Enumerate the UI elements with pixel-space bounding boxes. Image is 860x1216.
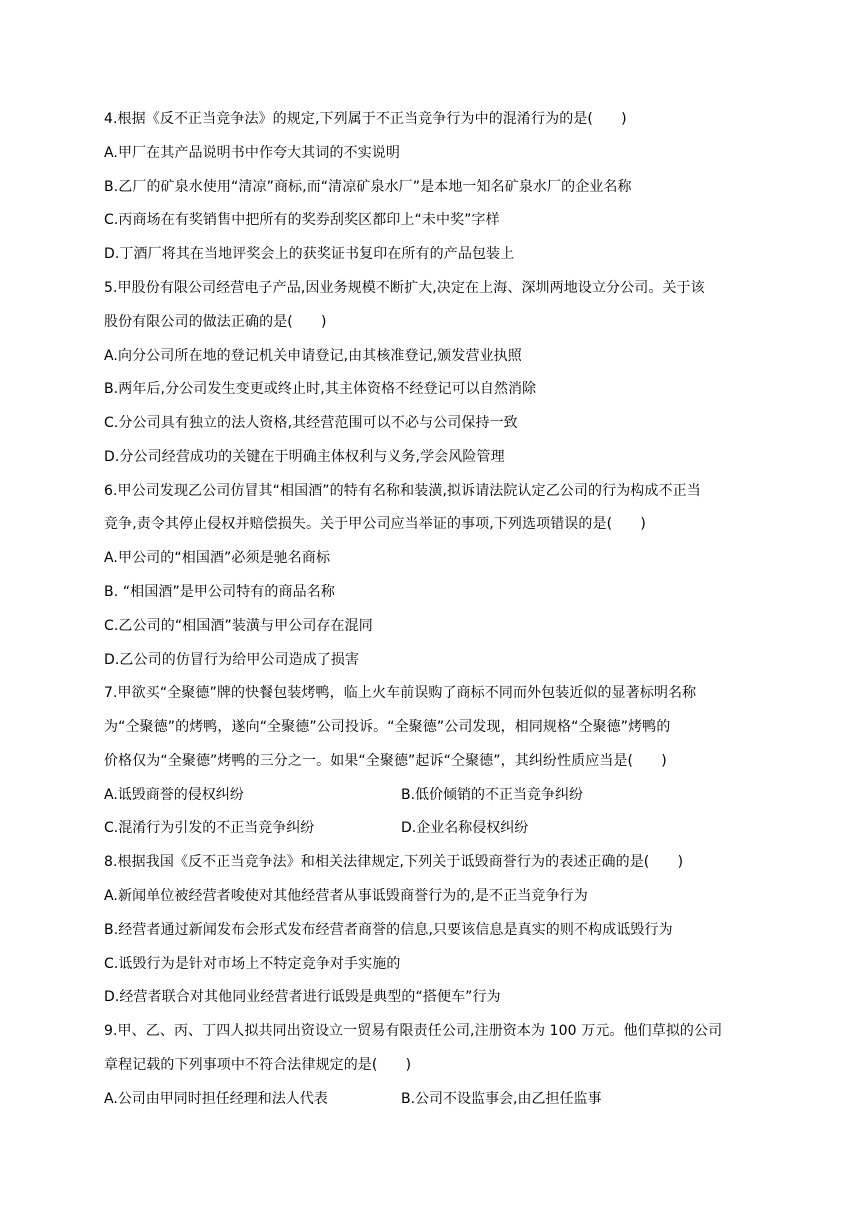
question-9-option-b: B.公司不设监事会,由乙担任监事: [401, 1091, 602, 1107]
question-6-option-d: D.乙公司的仿冒行为给甲公司造成了损害: [104, 652, 360, 668]
question-6-option-c: C.乙公司的“相国酒”装潢与甲公司存在混同: [104, 618, 373, 634]
question-7-option-b: B.低价倾销的不正当竞争纠纷: [401, 787, 584, 803]
question-7-option-d: D.企业名称侵权纠纷: [401, 820, 529, 836]
question-4-option-a: A.甲厂在其产品说明书中作夸大其词的不实说明: [104, 145, 400, 161]
question-9-stem-line-1: 9.甲、乙、丙、丁四人拟共同出资设立一贸易有限责任公司,注册资本为 100 万元。他们草拟的公司: [104, 1023, 723, 1039]
question-8-option-d: D.经营者联合对其他同业经营者进行诋毁是典型的“搭便车”行为: [104, 989, 501, 1005]
question-7-stem-line-3: 价格仅为“全聚德”烤鸭的三分之一。如果“全聚德”起诉“仝聚德”，其纠纷性质应当是( ): [104, 753, 667, 769]
question-9-option-a: A.公司由甲同时担任经理和法人代表: [104, 1091, 328, 1107]
question-7-options-row-1: [104, 785, 784, 805]
question-6-option-a: A.甲公司的“相国酒”必须是驰名商标: [104, 550, 331, 566]
question-7-stem-line-1: 7.甲欲买“全聚德”牌的快餐包装烤鸭，临上火车前误购了商标不同而外包装近似的显著标明名称: [104, 685, 697, 701]
question-5-option-a: A.向分公司所在地的登记机关申请登记,由其核准登记,颁发营业执照: [104, 348, 522, 364]
question-7-option-a: A.诋毁商誉的侵权纠纷: [104, 787, 244, 803]
question-7-stem-line-2: 为“仝聚德”的烤鸭，遂向“全聚德”公司投诉。“全聚德”公司发现，相同规格“仝聚德”烤鸭的: [104, 719, 671, 735]
question-8-option-c: C.诋毁行为是针对市场上不特定竞争对手实施的: [104, 956, 401, 972]
question-7-option-c: C.混淆行为引发的不正当竞争纠纷: [104, 820, 315, 836]
question-5-option-c: C.分公司具有独立的法人资格,其经营范围可以不必与公司保持一致: [104, 415, 518, 431]
question-8-option-b: B.经营者通过新闻发布会形式发布经营者商誉的信息,只要该信息是真实的则不构成诋毁行为: [104, 922, 673, 938]
question-7-options-row-2: [104, 818, 784, 838]
question-5-stem-line-2: 股份有限公司的做法正确的是( ): [104, 314, 327, 330]
question-5-option-b: B.两年后,分公司发生变更或终止时,其主体资格不经登记可以自然消除: [104, 381, 537, 397]
question-4-option-d: D.丁酒厂将其在当地评奖会上的获奖证书复印在所有的产品包装上: [104, 246, 515, 262]
question-4-option-c: C.丙商场在有奖销售中把所有的奖券刮奖区都印上“未中奖”字样: [104, 212, 500, 228]
question-9-stem-line-2: 章程记载的下列事项中不符合法律规定的是( ): [104, 1057, 412, 1073]
question-6-stem-line-2: 竞争,责令其停止侵权并赔偿损失。关于甲公司应当举证的事项,下列选项错误的是( ): [104, 516, 646, 532]
question-4-option-b: B.乙厂的矿泉水使用“清凉”商标,而“清凉矿泉水厂”是本地一知名矿泉水厂的企业名称: [104, 179, 632, 195]
question-8-option-a: A.新闻单位被经营者唆使对其他经营者从事诋毁商誉行为的,是不正当竞争行为: [104, 888, 588, 904]
question-4-stem: 4.根据《反不正当竞争法》的规定,下列属于不正当竞争行为中的混淆行为的是( ): [104, 111, 627, 127]
question-9-options-row-1: [104, 1089, 784, 1109]
question-5-option-d: D.分公司经营成功的关键在于明确主体权利与义务,学会风险管理: [104, 449, 505, 465]
question-8-stem: 8.根据我国《反不正当竞争法》和相关法律规定,下列关于诋毁商誉行为的表述正确的是( ): [104, 854, 684, 870]
question-6-stem-line-1: 6.甲公司发现乙公司仿冒其“相国酒”的特有名称和装潢,拟诉请法院认定乙公司的行为构成不正当: [104, 483, 701, 499]
question-5-stem-line-1: 5.甲股份有限公司经营电子产品,因业务规模不断扩大,决定在上海、深圳两地设立分公司。关于该: [104, 280, 705, 296]
question-6-option-b: B. “相国酒”是甲公司特有的商品名称: [104, 584, 335, 600]
